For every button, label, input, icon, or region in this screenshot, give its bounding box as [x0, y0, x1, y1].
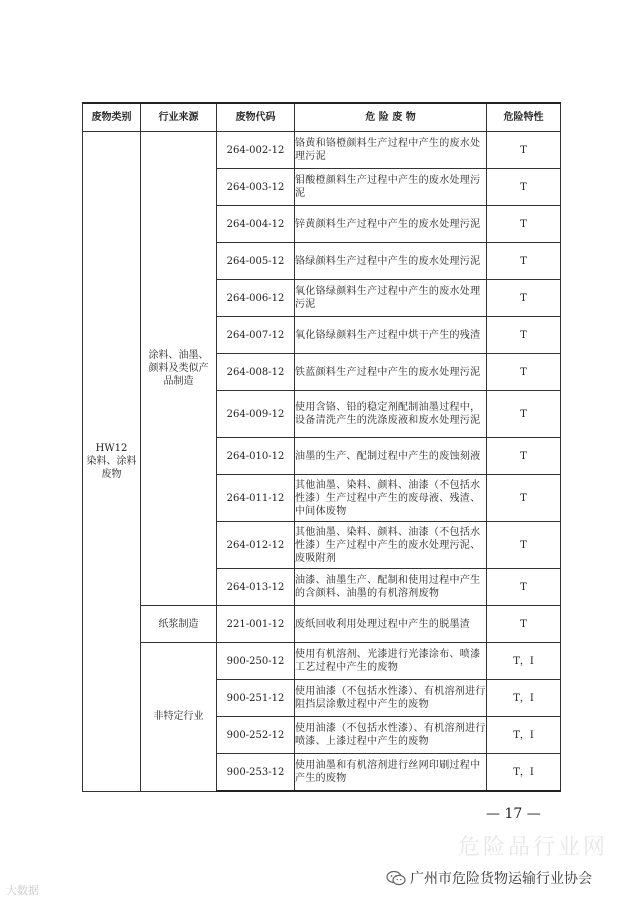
waste-cell: 其他油墨、染料、颜料、油漆（不包括水性漆）生产过程中产生的废水处理污泥、废吸附剂 — [295, 522, 487, 569]
waste-cell: 使用油漆（不包括水性漆）、有机溶剂进行喷漆、上漆过程中产生的废物 — [295, 717, 487, 754]
waste-cell: 其他油墨、染料、颜料、油漆（不包括水性漆）生产过程中产生的废母液、残渣、中间体废物 — [295, 475, 487, 522]
code-cell: 264-012-12 — [217, 522, 295, 569]
page-number: — 17 — — [486, 806, 541, 822]
code-cell: 264-009-12 — [217, 391, 295, 438]
source-cell-paint — [141, 132, 217, 606]
waste-cell: 钼酸橙颜料生产过程中产生的废水处理污泥 — [295, 169, 487, 206]
code-cell: 900-252-12 — [217, 717, 295, 754]
hazard-cell: T — [487, 391, 561, 438]
hazard-cell: T — [487, 243, 561, 280]
code-cell: 264-008-12 — [217, 354, 295, 391]
waste-cell: 使用油漆（不包括水性漆）、有机溶剂进行阻挡层涂敷过程中产生的废物 — [295, 680, 487, 717]
code-cell: 264-003-12 — [217, 169, 295, 206]
watermark-left — [6, 882, 39, 898]
waste-cell: 氧化铬绿颜料生产过程中产生的废水处理污泥 — [295, 280, 487, 317]
waste-cell: 铁蓝颜料生产过程中产生的废水处理污泥 — [295, 354, 487, 391]
hazard-cell: T — [487, 475, 561, 522]
category-text: HW12 染料、涂料废物 — [86, 442, 137, 480]
table-row — [83, 132, 561, 169]
hazard-cell: T，I — [487, 680, 561, 717]
code-cell: 900-251-12 — [217, 680, 295, 717]
hazard-cell: T — [487, 206, 561, 243]
code-cell: 900-253-12 — [217, 754, 295, 792]
hazard-cell: T — [487, 569, 561, 606]
hazard-cell: T — [487, 438, 561, 475]
hazard-cell: T — [487, 317, 561, 354]
waste-table — [82, 102, 561, 792]
category-cell — [83, 132, 141, 792]
code-cell: 264-005-12 — [217, 243, 295, 280]
wechat-icon — [386, 870, 406, 886]
header-waste: 危 险 废 物 — [295, 103, 487, 132]
code-cell: 264-002-12 — [217, 132, 295, 169]
hazard-cell: T，I — [487, 717, 561, 754]
watermark-left-text: 大数据 — [6, 884, 39, 897]
hazard-cell: T — [487, 522, 561, 569]
hazard-cell: T — [487, 606, 561, 643]
header-hazard: 危险特性 — [487, 103, 561, 132]
source-pulp-text: 纸浆制造 — [158, 618, 199, 630]
code-cell: 221-001-12 — [217, 606, 295, 643]
source-cell-pulp — [141, 606, 217, 643]
watermark-org-text: 广州市危险货物运输行业协会 — [410, 871, 592, 887]
header-source: 行业来源 — [141, 103, 217, 132]
waste-cell: 锌黄颜料生产过程中产生的废水处理污泥 — [295, 206, 487, 243]
hazard-cell: T — [487, 169, 561, 206]
source-paint-text: 涂料、油墨、颜料及类似产品制造 — [148, 350, 209, 387]
code-cell: 264-004-12 — [217, 206, 295, 243]
hazard-cell: T — [487, 280, 561, 317]
waste-cell: 使用有机溶剂、光漆进行光漆涂布、喷漆工艺过程中产生的废物 — [295, 643, 487, 680]
table-row — [83, 643, 561, 680]
watermark-faint: 危险品行业网 — [458, 835, 609, 860]
waste-cell: 油墨的生产、配制过程中产生的废蚀刻液 — [295, 438, 487, 475]
header-code: 废物代码 — [217, 103, 295, 132]
waste-cell: 铬绿颜料生产过程中产生的废水处理污泥 — [295, 243, 487, 280]
waste-cell: 氧化铬绿颜料生产过程中烘干产生的残渣 — [295, 317, 487, 354]
code-cell: 264-007-12 — [217, 317, 295, 354]
waste-cell: 铬黄和铬橙颜料生产过程中产生的废水处理污泥 — [295, 132, 487, 169]
code-cell: 264-013-12 — [217, 569, 295, 606]
hazard-cell: T — [487, 354, 561, 391]
waste-cell: 使用含铬、铅的稳定剂配制油墨过程中，设备清洗产生的洗涤废液和废水处理污泥 — [295, 391, 487, 438]
table-row — [83, 606, 561, 643]
hazard-cell: T，I — [487, 643, 561, 680]
code-cell: 264-006-12 — [217, 280, 295, 317]
hazard-cell: T — [487, 132, 561, 169]
waste-cell: 油漆、油墨生产、配制和使用过程中产生的含颜料、油墨的有机溶剂废物 — [295, 569, 487, 606]
table-header-row — [83, 103, 561, 132]
source-cell-nonspecific — [141, 643, 217, 792]
waste-cell: 废纸回收利用处理过程中产生的脱墨渣 — [295, 606, 487, 643]
watermark-org — [386, 868, 592, 888]
waste-cell: 使用油墨和有机溶剂进行丝网印刷过程中产生的废物 — [295, 754, 487, 792]
code-cell: 900-250-12 — [217, 643, 295, 680]
header-category: 废物类别 — [83, 103, 141, 132]
hazard-cell: T，I — [487, 754, 561, 792]
source-nonspecific-text: 非特定行业 — [153, 711, 204, 723]
code-cell: 264-010-12 — [217, 438, 295, 475]
code-cell: 264-011-12 — [217, 475, 295, 522]
